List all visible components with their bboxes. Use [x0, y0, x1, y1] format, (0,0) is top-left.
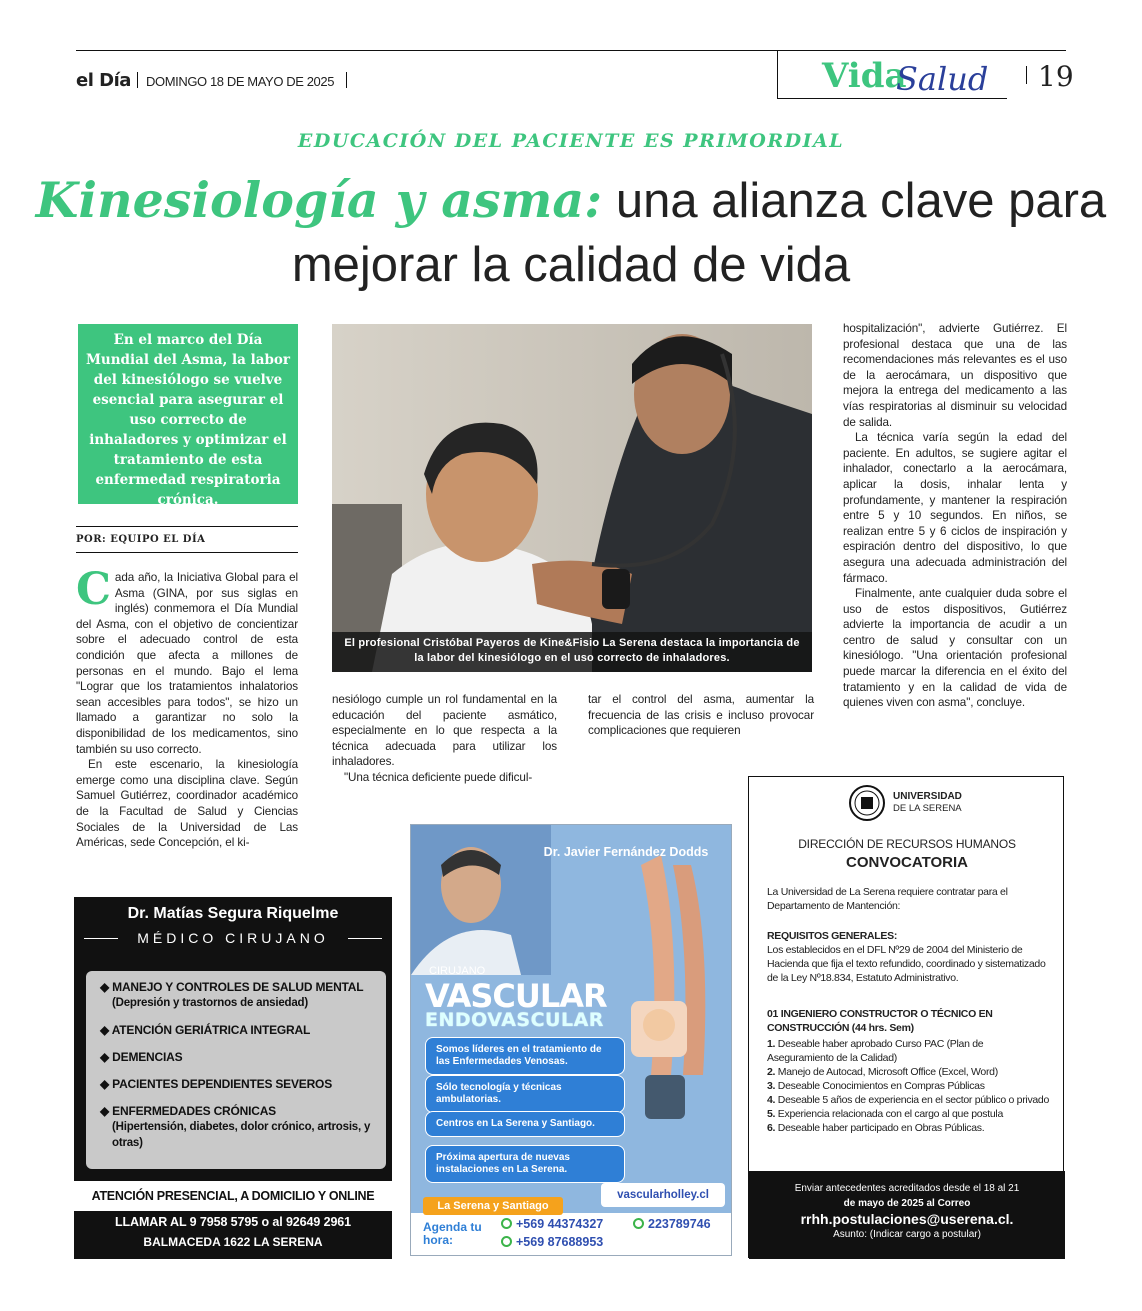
paragraph: tar el control del asma, aumentar la frecuencia de las crisis e incluso provocar complicaciones que requieren [588, 693, 814, 738]
doctor-title: MÉDICO CIRUJANO [137, 930, 329, 946]
vascular-point: Somos líderes en el tratamiento de las Enfermedades Venosas. [425, 1037, 625, 1075]
university-seal-icon [849, 785, 885, 821]
article-headline [0, 168, 1142, 297]
headline-highlight: Kinesiología y asma: [35, 171, 603, 229]
list-item: 1. Deseable haber aprobado Curso PAC (Plan de Aseguramiento de la Calidad) [767, 1038, 984, 1064]
list-item: 3. Deseable Conocimientos en Compras Públicas [767, 1080, 985, 1092]
services-list [86, 971, 386, 1169]
position-title: 01 INGENIERO CONSTRUCTOR O TÉCNICO EN CONSTRUCCIÓN (44 hrs. Sem) [767, 1008, 993, 1034]
top-rule [76, 50, 1066, 51]
vascular-phone: +569 87688953 [501, 1235, 603, 1249]
requirements-text: Los establecidos en el DFL Nº29 de 2004 del Ministerio de Hacienda que fija el texto refundido, coordinado y sistematizado de la Ley Nº18.834, Estatuto Administrativo. [767, 944, 1046, 984]
whatsapp-icon [501, 1218, 512, 1229]
paragraph: ada año, la Iniciativa Global para el Asma (GINA, por sus siglas en inglés) conmemora el Día Mundial del Asma, con el objetivo de concientizar sobre el adecuado control de esta condición que afecta a millones de personas en el mundo. Bajo el lema "Lograr que los tratamientos inhalatorios sean accesibles para todos", se hizo un llamado a garantizar no solo la disponibilidad de los medicamentos, sino también su uso correcto. [76, 571, 298, 756]
list-item: ◆ ENFERMEDADES CRÓNICAS (Hipertensión, diabetes, dolor crónico, artrosis, y otras) [100, 1104, 371, 1149]
paragraph: La técnica varía según la edad del paciente. En adultos, se sugiere agitar el inhalador, conectarlo a la aerocámara, aplicar la dosis, inhalar lenta y profundamente, y mantener la respiración entre 5 y 10 segundos. En niños, se realizan entre 5 y 6 ciclos de inspiración y espiración dentro del dispositivo, lo que asegura una adecuada administración del fármaco. [843, 431, 1067, 585]
byline-rule [76, 552, 298, 553]
section-salud: Salud [896, 60, 989, 98]
list-item: ◆ MANEJO Y CONTROLES DE SALUD MENTAL (Depresión y trastornos de ansiedad) [100, 980, 364, 1009]
vascular-url: vascularholley.cl [601, 1183, 725, 1207]
university-logo: UNIVERSIDAD DE LA SERENA [849, 785, 885, 826]
list-item: 6. Deseable haber participado en Obras Públicas. [767, 1122, 985, 1134]
divider [777, 50, 778, 98]
divider [1026, 66, 1027, 84]
article-column-2 [332, 692, 557, 786]
vascular-doctor: Dr. Javier Fernández Dodds [543, 845, 709, 859]
attention-modes: ATENCIÓN PRESENCIAL, A DOMICILIO Y ONLINE [74, 1181, 392, 1211]
page-number: 19 [1038, 60, 1074, 93]
phone-icon [633, 1218, 644, 1229]
headline-rest: una alianza clave para mejorar la calidad de vida [291, 174, 1107, 292]
list-item: ◆ PACIENTES DEPENDIENTES SEVEROS [100, 1077, 332, 1091]
department-name: DIRECCIÓN DE RECURSOS HUMANOS [798, 837, 1016, 851]
list-item: 4. Deseable 5 años de experiencia en el sector público o privado [767, 1094, 1050, 1106]
list-item: ◆ DEMENCIAS [100, 1050, 183, 1064]
dateline: DOMINGO 18 DE MAYO DE 2025 [146, 74, 335, 89]
application-info: Enviar antecedentes acreditados desde el 18 al 21 de mayo de 2025 al Correo rrhh.postulaciones@userena.cl. Asunto: (Indicar cargo a postular) [749, 1171, 1065, 1259]
byline: POR: EQUIPO EL DÍA [76, 534, 206, 545]
doctor-ad [74, 897, 392, 1259]
lead-box: En el marco del Día Mundial del Asma, la labor del kinesiólogo se vuelve esencial para asegurar el uso correcto de inhaladores y optimizar el tratamiento de esta enfermedad respiratoria crónica. [78, 324, 298, 504]
vascular-phone: +569 44374327 [501, 1217, 603, 1231]
article-column-3 [588, 692, 814, 739]
section-rule [777, 98, 1007, 99]
section-vida: Vida [822, 56, 907, 96]
doctor-address: BALMACEDA 1622 LA SERENA [143, 1235, 323, 1249]
vascular-point: Sólo tecnología y técnicas ambulatorias. [425, 1075, 625, 1113]
doctor-name: Dr. Matías Segura Riquelme [127, 905, 339, 922]
list-item: ◆ ATENCIÓN GERIÁTRICA INTEGRAL [100, 1023, 311, 1037]
paragraph: hospitalización", advierte Gutiérrez. El profesional destaca que una de las recomendaciones más relevantes es el uso de la aerocámara, un dispositivo que mejora la entrega del medicamento a las vías respiratorias al disminuir su velocidad de salida. [843, 322, 1067, 429]
vascular-heading: VASCULAR [425, 977, 607, 1015]
application-email: rrhh.postulaciones@userena.cl. [800, 1211, 1014, 1227]
convocatoria-title: CONVOCATORIA [846, 854, 968, 871]
paragraph: En este escenario, la kinesiología emerge como una disciplina clave. Según Samuel Gutiérrez, coordinador académico de la Facultad de Salud y Ciencias Sociales de la Universidad de Las Américas, sede Concepción, el ki- [76, 758, 298, 850]
paragraph: nesiólogo cumple un rol fundamental en la educación del paciente asmático, especialmente en lo que respecta a la técnica adecuada para utilizar los inhaladores. [332, 693, 557, 769]
brand-logo: el Día [76, 70, 131, 91]
divider [137, 72, 138, 88]
vascular-point: Centros en La Serena y Santiago. [425, 1111, 625, 1137]
endovascular-heading: ENDOVASCULAR [425, 1009, 604, 1031]
vascular-cities: La Serena y Santiago [423, 1197, 563, 1215]
article-kicker: EDUCACIÓN DEL PACIENTE ES PRIMORDIAL [297, 130, 845, 152]
convocatoria-intro: La Universidad de La Serena requiere contratar para el Departamento de Mantención: [767, 886, 1008, 912]
vascular-cirujano: CIRUJANO [429, 965, 486, 977]
paragraph: Finalmente, ante cualquier duda sobre el uso de estos dispositivos, Gutiérrez advierte la importancia de acudir a un centro de salud y consultar con un kinesiólogo. "Una orientación profesional puede marcar la diferencia en el éxito del tratamiento y en la calidad de vida de quienes viven con asma", concluye. [843, 587, 1067, 710]
list-item: 2. Manejo de Autocad, Microsoft Office (Excel, Word) [767, 1066, 998, 1078]
university-ad [748, 776, 1064, 1258]
paragraph: "Una técnica deficiente puede dificul- [344, 770, 533, 784]
article-column-1 [76, 564, 298, 851]
requirements-title: REQUISITOS GENERALES: [767, 930, 898, 942]
doctor-phone: LLAMAR AL 9 7958 5795 o al 92649 2961 [114, 1215, 352, 1229]
requirements-list [767, 1037, 1051, 1135]
vascular-agenda: Agenda tu hora: [423, 1220, 482, 1247]
article-photo [332, 324, 812, 672]
article-column-4 [843, 321, 1067, 711]
vascular-ad [410, 824, 732, 1256]
divider [346, 72, 347, 88]
vascular-phone: 223789746 [633, 1217, 711, 1231]
photo-caption: El profesional Cristóbal Payeros de Kine&Fisio La Serena destaca la importancia de la labor del kinesiólogo en el uso correcto de inhaladores. [332, 632, 812, 672]
byline-rule [76, 526, 298, 527]
vascular-point: Próxima apertura de nuevas instalaciones en La Serena. [425, 1145, 625, 1183]
whatsapp-icon [501, 1236, 512, 1247]
drop-cap: C [76, 564, 111, 615]
list-item: 5. Experiencia relacionada con el cargo al que postula [767, 1108, 1003, 1120]
